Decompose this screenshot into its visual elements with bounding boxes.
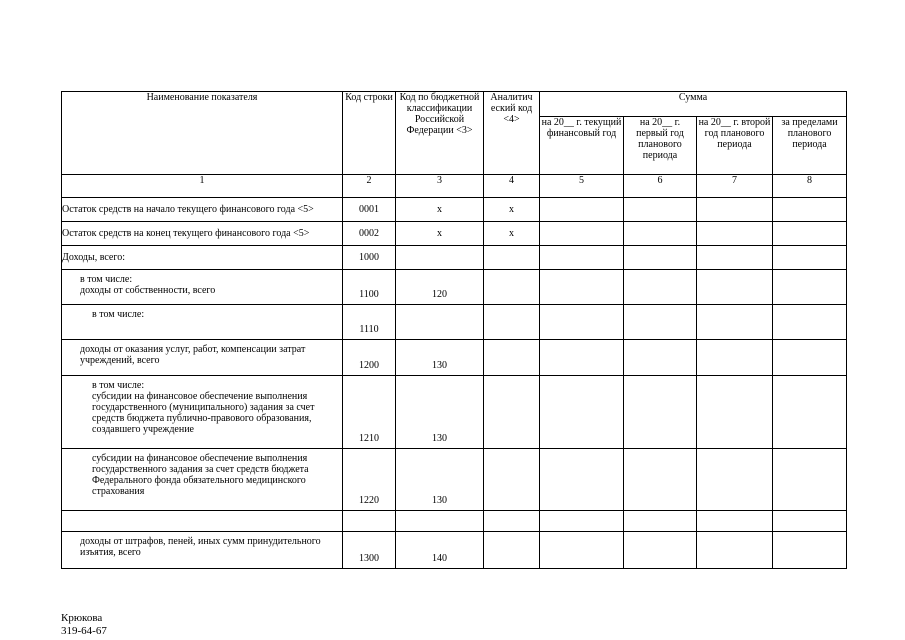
row-code: 1300 (343, 532, 396, 569)
row-name (62, 511, 343, 532)
sum-cell[interactable] (697, 305, 773, 340)
col-number: 4 (484, 175, 540, 198)
sum-cell[interactable] (540, 376, 624, 449)
table-row (62, 449, 847, 511)
sum-cell[interactable] (624, 376, 697, 449)
sum-cell[interactable] (773, 340, 847, 376)
sum-cell[interactable] (540, 532, 624, 569)
sum-cell[interactable] (624, 511, 697, 532)
row-analytic-code (484, 511, 540, 532)
sum-cell[interactable] (773, 532, 847, 569)
row-analytic-code (484, 532, 540, 569)
table-row (62, 305, 847, 340)
row-name: Остаток средств на конец текущего финансового года <5> (62, 222, 343, 246)
sum-cell[interactable] (540, 449, 624, 511)
row-analytic-code (484, 449, 540, 511)
sum-cell[interactable] (697, 222, 773, 246)
sum-cell[interactable] (540, 198, 624, 222)
sum-cell[interactable] (773, 222, 847, 246)
row-budget-code (396, 305, 484, 340)
row-code: 1200 (343, 340, 396, 376)
row-budget-code (396, 246, 484, 270)
sum-cell[interactable] (624, 305, 697, 340)
header-analytic-code: Аналитич еский код <4> (484, 92, 540, 175)
col-number: 5 (540, 175, 624, 198)
row-name: Доходы, всего: (62, 246, 343, 270)
sum-cell[interactable] (773, 270, 847, 305)
sum-cell[interactable] (540, 340, 624, 376)
sum-cell[interactable] (624, 340, 697, 376)
table-row (62, 532, 847, 569)
sum-cell[interactable] (773, 305, 847, 340)
sum-cell[interactable] (697, 270, 773, 305)
sum-cell[interactable] (624, 449, 697, 511)
sum-cell[interactable] (697, 340, 773, 376)
row-code: 1000 (343, 246, 396, 270)
row-budget-code: 130 (396, 449, 484, 511)
header-sum-first-plan-year: на 20__ г. первый год планового периода (624, 117, 697, 175)
sum-cell[interactable] (624, 270, 697, 305)
row-budget-code (396, 511, 484, 532)
header-budget-code: Код по бюджетной классификации Российской Федерации <3> (396, 92, 484, 175)
row-code: 0001 (343, 198, 396, 222)
table-row (62, 376, 847, 449)
sum-cell[interactable] (540, 270, 624, 305)
sum-cell[interactable] (773, 376, 847, 449)
header-name: Наименование показателя (62, 92, 343, 175)
sum-cell[interactable] (697, 449, 773, 511)
table-row (62, 198, 847, 222)
row-analytic-code: x (484, 198, 540, 222)
sum-cell[interactable] (624, 222, 697, 246)
sum-cell[interactable] (540, 305, 624, 340)
executor-phone: 319-64-67 (61, 625, 107, 637)
row-name: в том числе: (62, 305, 343, 340)
col-number: 1 (62, 175, 343, 198)
sum-cell[interactable] (697, 511, 773, 532)
col-number: 6 (624, 175, 697, 198)
executor-name: Крюкова (61, 612, 103, 624)
financial-plan-table (61, 91, 847, 569)
table-row (62, 511, 847, 532)
row-name: в том числе: субсидии на финансовое обеспечение выполнения государственного (муниципального) задания за счет средств бюджета публично-правового образования, создавшего учреждение (62, 376, 343, 449)
sum-cell[interactable] (697, 198, 773, 222)
header-sum-beyond-plan: за пределами планового периода (773, 117, 847, 175)
row-budget-code: 120 (396, 270, 484, 305)
row-code: 1220 (343, 449, 396, 511)
sum-cell[interactable] (697, 376, 773, 449)
col-number: 7 (697, 175, 773, 198)
row-analytic-code (484, 340, 540, 376)
header-sum-second-plan-year: на 20__ г. второй год планового периода (697, 117, 773, 175)
sum-cell[interactable] (773, 246, 847, 270)
row-analytic-code (484, 376, 540, 449)
row-budget-code: 140 (396, 532, 484, 569)
footer-contact (61, 612, 107, 638)
row-budget-code: x (396, 222, 484, 246)
row-name: субсидии на финансовое обеспечение выполнения государственного задания за счет средств бюджета Федерального фонда обязательного медицинского страхования (62, 449, 343, 511)
sum-cell[interactable] (624, 198, 697, 222)
sum-cell[interactable] (624, 246, 697, 270)
row-analytic-code (484, 270, 540, 305)
row-code: 0002 (343, 222, 396, 246)
sum-cell[interactable] (624, 532, 697, 569)
header-sum: Сумма (540, 92, 847, 117)
row-code: 1110 (343, 305, 396, 340)
row-analytic-code: x (484, 222, 540, 246)
col-number: 2 (343, 175, 396, 198)
sum-cell[interactable] (773, 449, 847, 511)
row-budget-code: 130 (396, 376, 484, 449)
sum-cell[interactable] (540, 222, 624, 246)
col-number: 3 (396, 175, 484, 198)
table-row (62, 270, 847, 305)
row-code (343, 511, 396, 532)
col-number: 8 (773, 175, 847, 198)
row-budget-code: 130 (396, 340, 484, 376)
row-code: 1210 (343, 376, 396, 449)
row-name: доходы от штрафов, пеней, иных сумм принудительного изъятия, всего (62, 532, 343, 569)
sum-cell[interactable] (773, 198, 847, 222)
table-row (62, 340, 847, 376)
header-sum-current-year: на 20__ г. текущий финансовый год (540, 117, 624, 175)
sum-cell[interactable] (540, 511, 624, 532)
row-budget-code: x (396, 198, 484, 222)
sum-cell[interactable] (697, 532, 773, 569)
sum-cell[interactable] (773, 511, 847, 532)
row-name: Остаток средств на начало текущего финансового года <5> (62, 198, 343, 222)
row-analytic-code (484, 246, 540, 270)
header-code: Код строки (343, 92, 396, 175)
row-code: 1100 (343, 270, 396, 305)
row-name: в том числе: доходы от собственности, всего (62, 270, 343, 305)
table-row (62, 222, 847, 246)
row-analytic-code (484, 305, 540, 340)
row-name: доходы от оказания услуг, работ, компенсации затрат учреждений, всего (62, 340, 343, 376)
table-row (62, 246, 847, 270)
sum-cell[interactable] (697, 246, 773, 270)
sum-cell[interactable] (540, 246, 624, 270)
